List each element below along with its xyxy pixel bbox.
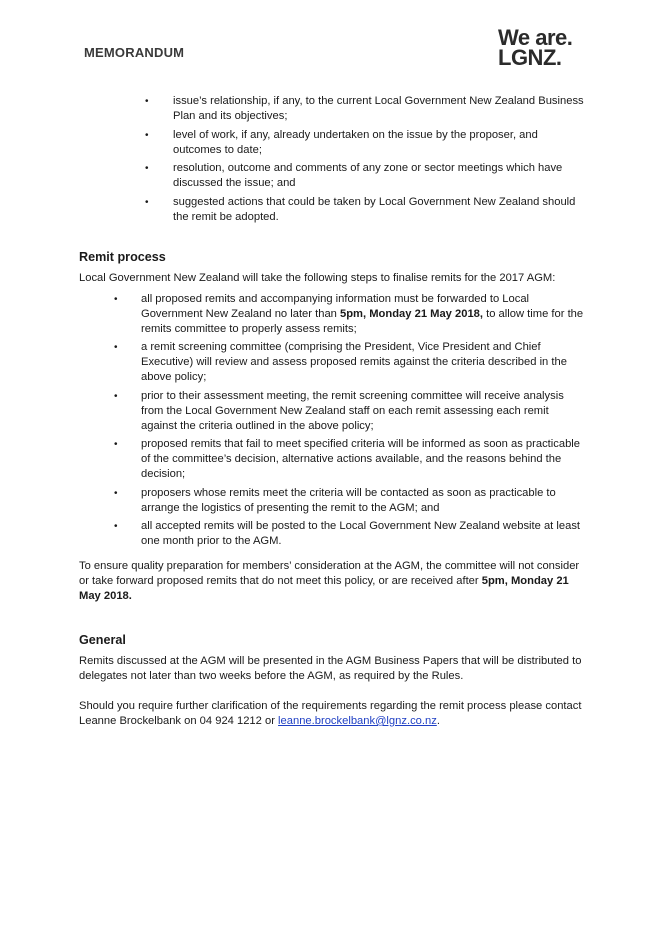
list-item: • proposed remits that fail to meet specified criteria will be informed as soon as practicable of the committee’s decision, alternative actions available, and the reasons behind the decision; [114, 438, 581, 480]
remit-closing-paragraph: To ensure quality preparation for members’ consideration at the AGM, the committee will not consider or take forward proposed remits that do not meet this policy, or are received after 5pm, Monday 21 May 2018. [79, 560, 580, 602]
bullet-icon: • [114, 293, 118, 305]
list-item: • resolution, outcome and comments of any zone or sector meetings which have discussed the issue; and [145, 162, 563, 189]
deadline-text: 5pm, Monday 21 May 2018. [79, 575, 569, 602]
email-link[interactable]: leanne.brockelbank@lgnz.co.nz [278, 715, 437, 727]
bullet-icon: • [114, 487, 118, 499]
list-item: • level of work, if any, already undertaken on the issue by the proposer, and outcomes to date; [145, 128, 538, 156]
general-paragraph-1: Remits discussed at the AGM will be presented in the AGM Business Papers that will be distributed to delegates not later than two weeks before the AGM, as required by the Rules. [79, 655, 582, 682]
bullet-icon: • [145, 96, 149, 107]
bullet-icon: • [114, 390, 118, 402]
list-item: • issue’s relationship, if any, to the current Local Government New Zealand Business Plan and its objectives; [145, 95, 584, 122]
criteria-list [79, 94, 587, 225]
list-item: • suggested actions that could be taken by Local Government New Zealand should the remit be adopted. [145, 195, 576, 223]
logo-line-1: We are. [498, 25, 573, 50]
list-item: • prior to their assessment meeting, the remit screening committee will receive analysis from the Local Government New Zealand staff on each remit assessing each remit against the criteria outlined in the above policy; [114, 389, 564, 432]
remit-steps-list [79, 292, 587, 550]
remit-process-heading: Remit process [79, 249, 166, 264]
bullet-icon: • [145, 163, 149, 174]
general-paragraph-2: Should you require further clarification of the requirements regarding the remit process please contact Leanne Brockelbank on 04 924 1212 or leanne.brockelbank@lgnz.co.nz. [79, 700, 582, 727]
logo-line-2: LGNZ. [498, 45, 562, 70]
bullet-icon: • [114, 342, 118, 353]
bullet-icon: • [145, 196, 149, 208]
memorandum-label: MEMORANDUM [84, 45, 185, 60]
bullet-icon: • [114, 439, 118, 450]
list-item: • proposers whose remits meet the criteria will be contacted as soon as practicable to arrange the logistics of presenting the remit to the AGM; and [114, 486, 556, 514]
list-item: • all accepted remits will be posted to the Local Government New Zealand website at least one month prior to the AGM. [114, 520, 581, 547]
deadline-text: 5pm, Monday 21 May 2018, [340, 307, 484, 320]
bullet-icon: • [145, 129, 149, 141]
memo-body [79, 94, 587, 729]
bullet-icon: • [114, 521, 118, 532]
general-heading: General [79, 633, 126, 647]
list-item: • all proposed remits and accompanying information must be forwarded to Local Government New Zealand no later than 5pm, Monday 21 May 2018, to allow time for the remits committee to properly assess remits; [114, 292, 584, 335]
list-item: • a remit screening committee (comprising the President, Vice President and Chief Executive) will review and assess proposed remits against the criteria described in the above policy; [114, 341, 567, 383]
lgnz-logo [498, 25, 573, 70]
remit-intro: Local Government New Zealand will take the following steps to finalise remits for the 2017 AGM: [79, 271, 556, 284]
